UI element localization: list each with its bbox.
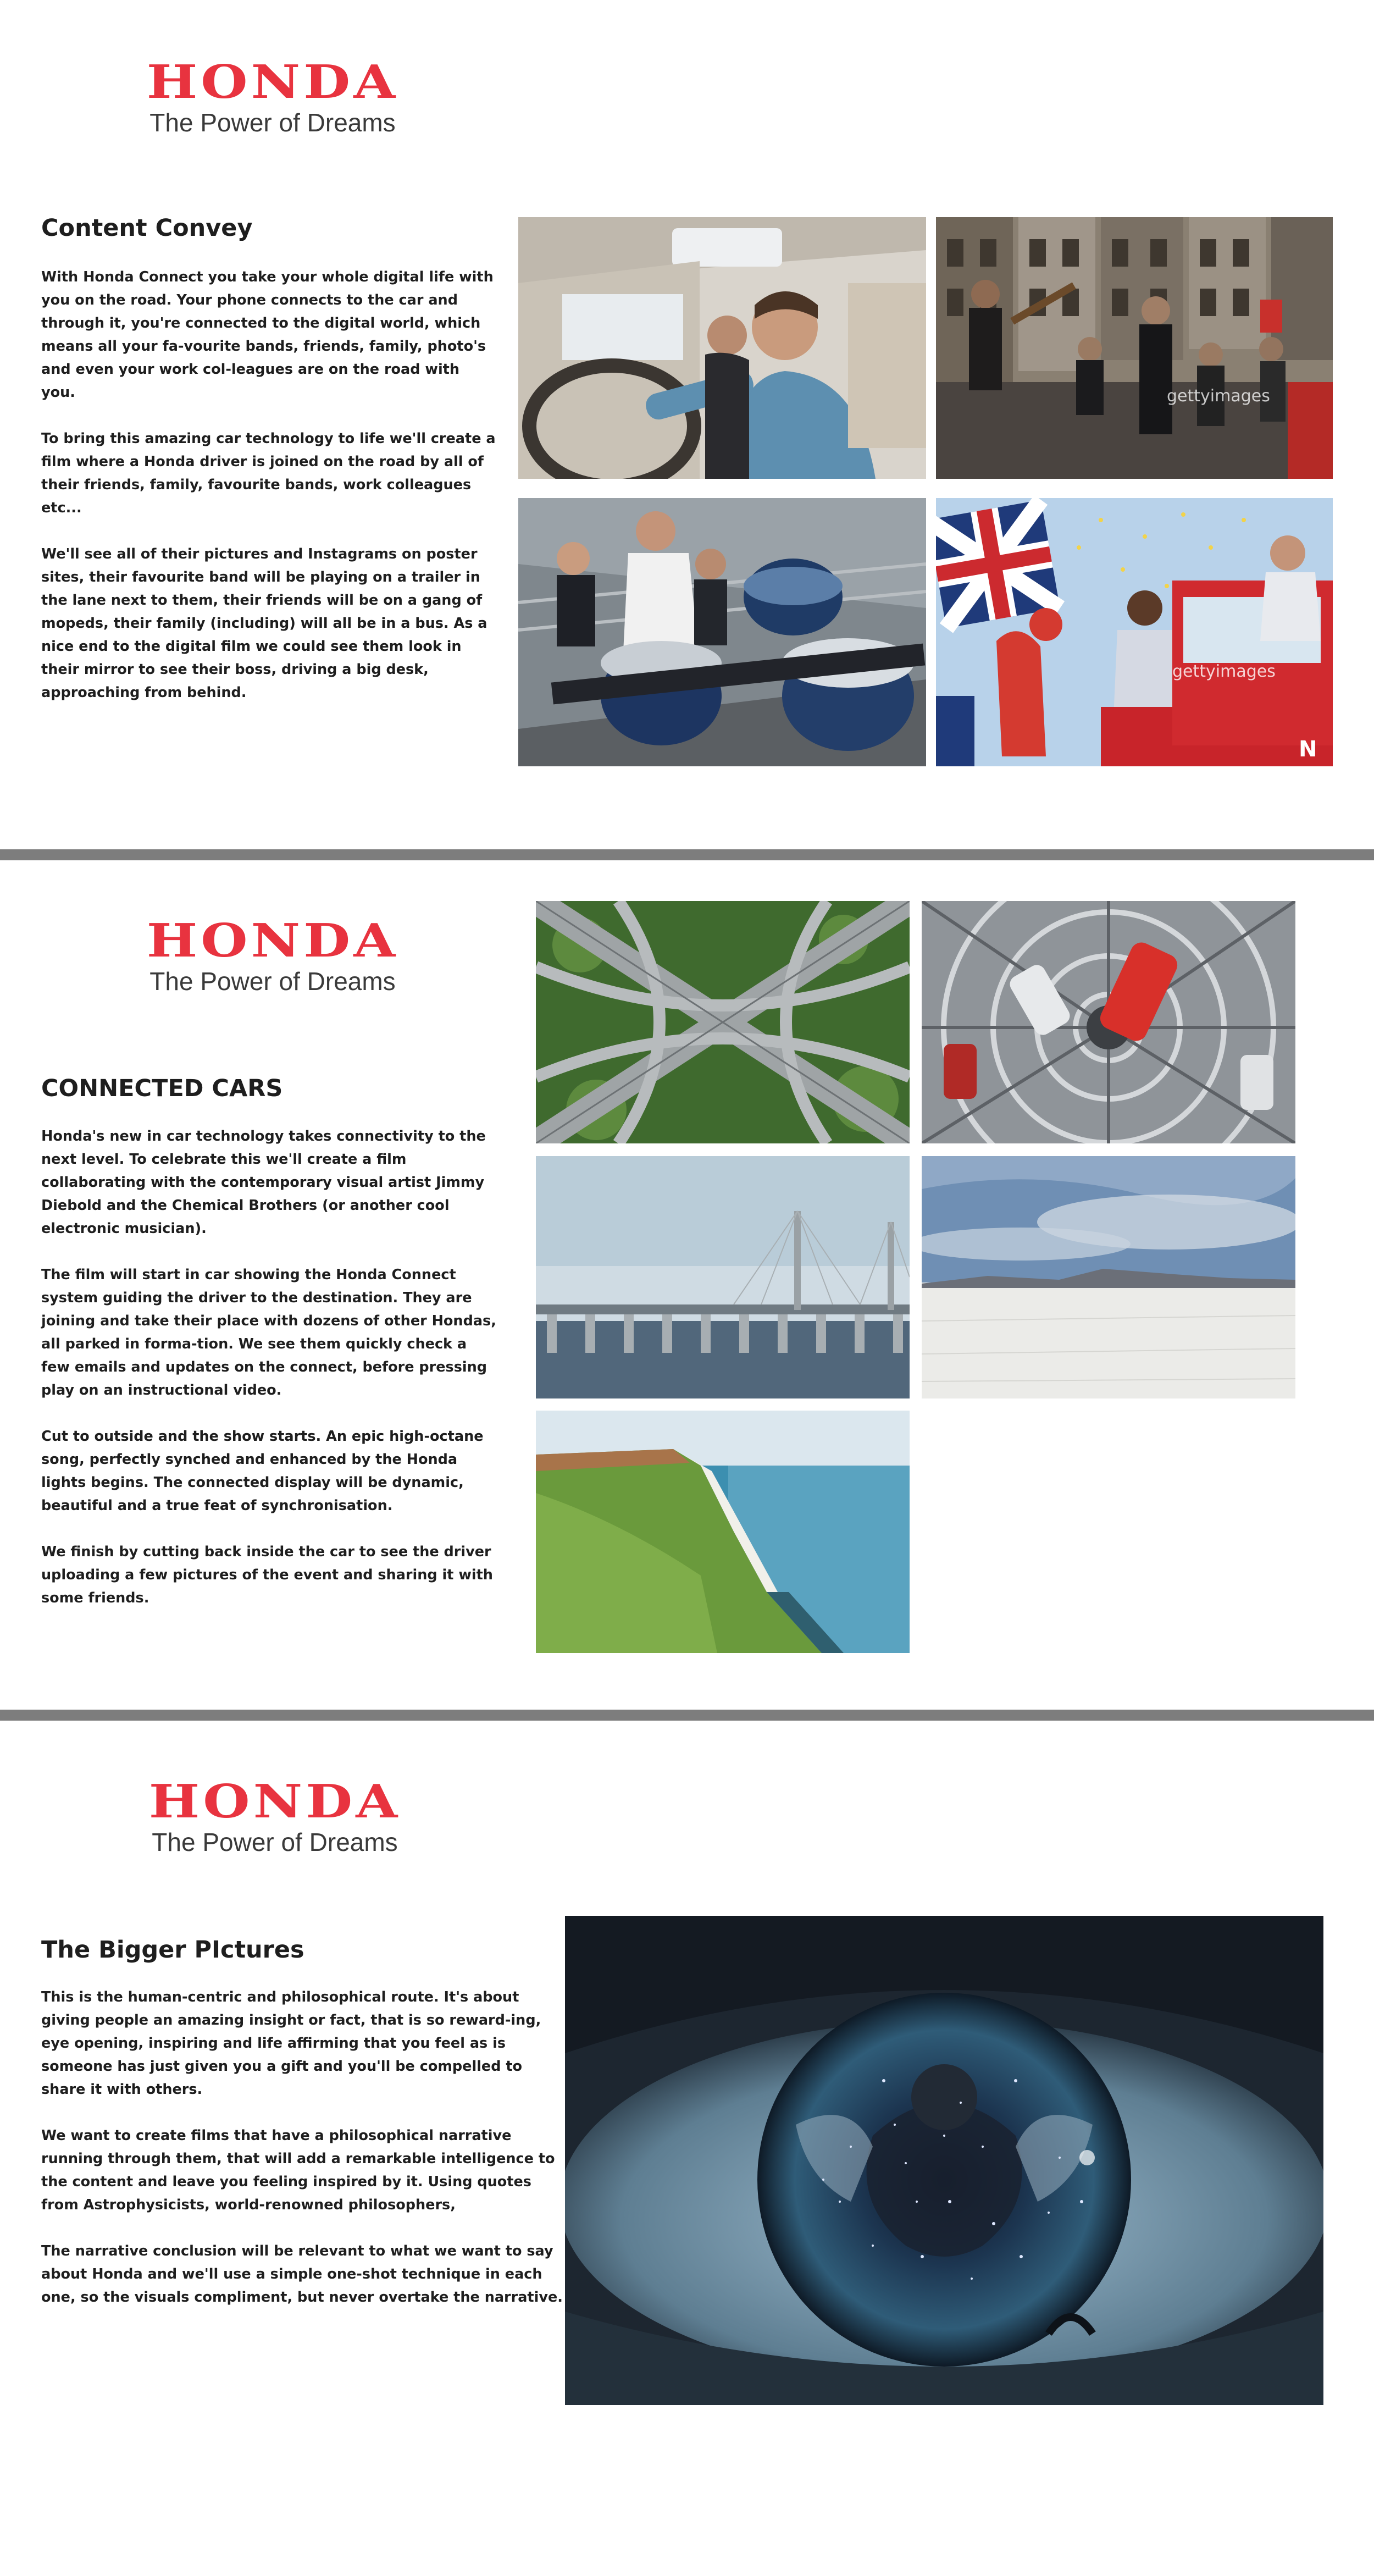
honda-wordmark: HONDA: [146, 55, 399, 109]
paragraph: Cut to outside and the show starts. An epic high-octane song, perfectly synched and enhanced by the Honda lights begins. The connected display will be dynamic, beautiful and a true feat of synchronisation.: [41, 1428, 484, 1514]
honda-wordmark: HONDA: [146, 914, 399, 968]
paragraph: We want to create films that have a philosophical narrative running through them, that will add a remarkable intelligence to the content and leave you feeling inspired by it. Using quotes from Astrophysicists, world-renowned philosophers,: [41, 2127, 555, 2213]
eye-galaxy-photo: [565, 1916, 1323, 2405]
bridge-photo: [536, 1156, 910, 1398]
highway-interchange-photo: [536, 901, 910, 1143]
honda-logo: [108, 914, 437, 995]
driver-in-car-photo: [518, 217, 926, 479]
honda-wordmark: HONDA: [148, 1775, 401, 1829]
car-tower-photo: [922, 901, 1295, 1143]
white-cliffs-photo: [536, 1411, 910, 1653]
union-jack-bus-photo: [936, 498, 1333, 766]
paragraph: This is the human-centric and philosophical route. It's about giving people an amazing insight or fact, that is so reward-ing, eye opening, inspiring and life affirming that you feel as is someone has just given you a gift and you'll be compelled to share it with others.: [41, 1989, 541, 2098]
section-copy: [41, 1986, 569, 2332]
paragraph: With Honda Connect you take your whole digital life with you on the road. Your phone connects to the car and through it, you're connected to the digital world, which means all your fa-vourite bands, friends, family, photo's and even your work col-leagues are on the road with you.: [41, 269, 494, 401]
section-copy: [41, 266, 497, 727]
salt-flats-photo: [922, 1156, 1295, 1398]
honda-logo: [108, 55, 437, 136]
watermark-text: gettyimages: [1172, 662, 1276, 681]
section-content-convey: [0, 0, 1374, 849]
paragraph: The narrative conclusion will be relevant to what we want to say about Honda and we'll use a simple one-shot technique in each one, so the visuals compliment, but never overtake the narrative.: [41, 2243, 563, 2306]
section-divider: [0, 1710, 1374, 1721]
section-title: Content Convey: [41, 214, 253, 242]
brand-tagline: The Power of Dreams: [152, 1828, 398, 1856]
brand-tagline: The Power of Dreams: [149, 967, 396, 996]
section-connected-cars: [0, 860, 1374, 1710]
section-divider: [0, 849, 1374, 860]
street-band-photo: [936, 217, 1333, 479]
honda-logo: [110, 1775, 440, 1856]
svg-text:N: N: [1299, 737, 1317, 762]
section-title: The Bigger PIctures: [41, 1936, 304, 1964]
paragraph: Honda's new in car technology takes connectivity to the next level. To celebrate this we'll create a film collaborating with the contemporary visual artist Jimmy Diebold and the Chemical Brothers (or another cool electronic musician).: [41, 1128, 486, 1237]
section-title: CONNECTED CARS: [41, 1075, 283, 1102]
section-bigger-pictures: [0, 1721, 1374, 2576]
watermark-text: gettyimages: [1167, 386, 1270, 406]
paragraph: The film will start in car showing the Honda Connect system guiding the driver to the destination. They are joining and take their place with dozens of other Hondas, all parked in forma-tion. We see them quickly check a few emails and updates on the connect, before pressing play on an instructional video.: [41, 1267, 496, 1398]
brand-tagline: The Power of Dreams: [149, 108, 396, 137]
paragraph: We finish by cutting back inside the car to see the driver uploading a few pictures of the event and sharing it with some friends.: [41, 1544, 493, 1606]
paragraph: To bring this amazing car technology to life we'll create a film where a Honda driver is joined on the road by all of their friends, family, favourite bands, work colleagues etc...: [41, 430, 496, 516]
paragraph: We'll see all of their pictures and Instagrams on poster sites, their favourite band will be playing on a trailer in the lane next to them, their friends will be on a gang of mopeds, their family (including) will all be in a bus. As a nice end to the digital film we could see them look in their mirror to see their boss, driving a big desk, approaching from behind.: [41, 546, 487, 701]
drummer-on-road-photo: [518, 498, 926, 766]
section-copy: [41, 1125, 497, 1633]
